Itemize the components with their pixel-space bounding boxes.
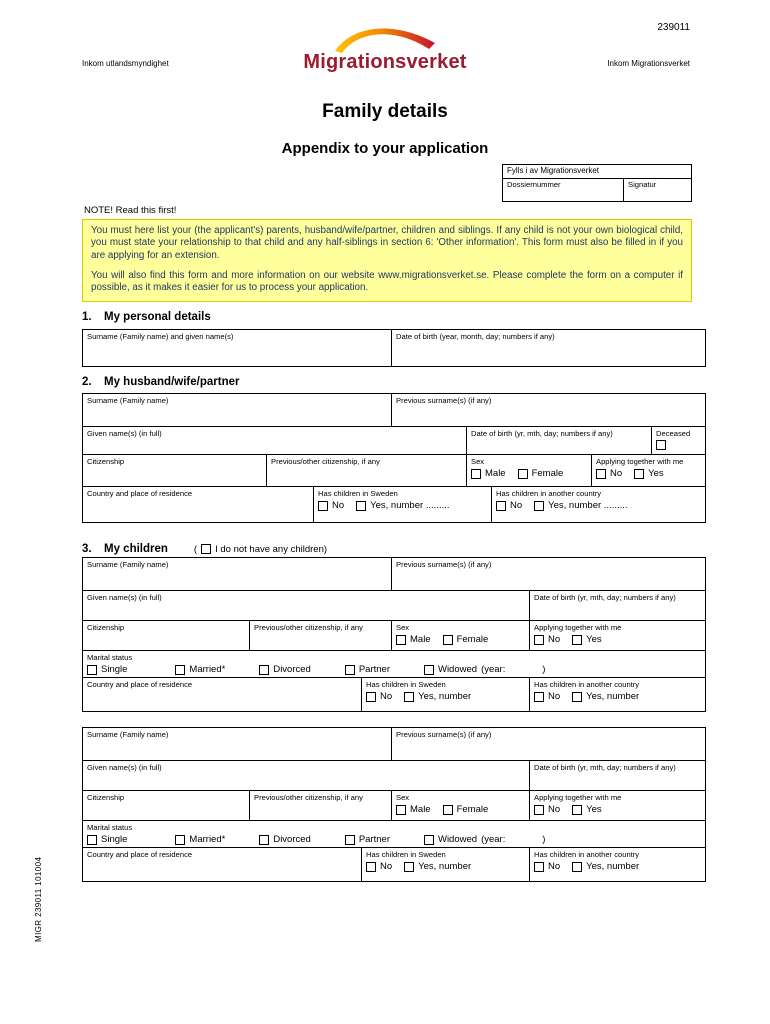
yes-number-label: Yes, number xyxy=(586,691,640,703)
child-sex-field xyxy=(391,621,529,650)
official-use-box xyxy=(502,164,692,202)
partner-prev-citizenship-label: Previous/other citizenship, if any xyxy=(271,457,380,466)
no-label: No xyxy=(610,468,623,480)
widowed-year-label: (year: ) xyxy=(481,664,546,676)
no-children-option xyxy=(194,544,327,555)
female-checkbox[interactable] xyxy=(443,635,453,645)
note-paragraph-1: You must here list your (the applicant's) parents, husband/wife/partner, children and siblings. If any child is not your own biological child, you must state your relationship to that child and any half-siblings in section 6: 'Other information'. This form must also be filled in if you are applying for an extension. xyxy=(91,225,683,261)
child-dob-label: Date of birth (yr, mth, day; numbers if any) xyxy=(534,593,676,602)
stamp-left-label: Inkom utlandsmyndighet xyxy=(82,59,169,68)
partner-surname-field[interactable] xyxy=(83,394,391,426)
note-heading: NOTE! Read this first! xyxy=(84,205,177,216)
children-abroad-no-checkbox[interactable] xyxy=(496,501,506,511)
children-sweden-no-checkbox[interactable] xyxy=(366,692,376,702)
no-label: No xyxy=(548,634,561,646)
no-label: No xyxy=(510,500,523,512)
personal-details-table xyxy=(82,329,706,367)
applying-no-checkbox[interactable] xyxy=(596,469,606,479)
no-label: No xyxy=(548,861,561,873)
divorced-checkbox[interactable] xyxy=(259,665,269,675)
no-children-label: I do not have any children) xyxy=(215,543,328,555)
partner-residence-label: Country and place of residence xyxy=(87,489,193,498)
child-surname-label: Surname (Family name) xyxy=(87,560,169,569)
child-dob-field[interactable] xyxy=(529,591,705,620)
child-residence-field[interactable] xyxy=(83,848,361,881)
form-code-vertical: MIGR 239011 101004 xyxy=(34,856,43,942)
partner-checkbox[interactable] xyxy=(345,665,355,675)
no-label: No xyxy=(332,500,345,512)
logo xyxy=(0,24,770,74)
partner-deceased-label: Deceased xyxy=(656,429,691,438)
yes-label: Yes xyxy=(586,804,602,816)
children-sweden-no-checkbox[interactable] xyxy=(318,501,328,511)
child-children-abroad-field xyxy=(529,678,705,711)
yes-number-label: Yes, number xyxy=(586,861,640,873)
section3-heading xyxy=(82,543,327,555)
paren-open: ( xyxy=(193,543,198,555)
partner-applying-field xyxy=(591,455,705,486)
children-sweden-yes-checkbox[interactable] xyxy=(404,862,414,872)
male-label: Male xyxy=(410,804,431,816)
partner-label: Partner xyxy=(358,834,390,846)
yes-label: Yes xyxy=(586,634,602,646)
partner-table xyxy=(82,393,706,523)
partner-residence-field[interactable] xyxy=(83,487,313,522)
married-label: Married* xyxy=(189,834,226,846)
child-marital-field xyxy=(83,821,705,847)
partner-surname-label: Surname (Family name) xyxy=(87,396,169,405)
child-prev-surname-field[interactable] xyxy=(391,558,705,590)
deceased-checkbox[interactable] xyxy=(656,440,666,450)
female-checkbox[interactable] xyxy=(443,805,453,815)
male-label: Male xyxy=(485,468,506,480)
children-abroad-label: Has children in another country xyxy=(496,489,602,498)
dossier-number-field[interactable] xyxy=(503,179,623,201)
child-prev-surname-label: Previous surname(s) (if any) xyxy=(396,730,492,739)
married-label: Married* xyxy=(189,664,226,676)
child-sex-field xyxy=(391,791,529,820)
child-sex-label: Sex xyxy=(396,793,410,802)
female-label: Female xyxy=(456,804,489,816)
no-label: No xyxy=(380,691,393,703)
children-sweden-no-checkbox[interactable] xyxy=(366,862,376,872)
section1-number: 1. xyxy=(82,311,92,323)
children-abroad-label: Has children in another country xyxy=(534,850,640,859)
children-sweden-label: Has children in Sweden xyxy=(318,489,398,498)
children-abroad-label: Has children in another country xyxy=(534,680,640,689)
divorced-label: Divorced xyxy=(273,834,311,846)
child-children-abroad-field xyxy=(529,848,705,881)
yes-number-label: Yes, number ......... xyxy=(548,500,628,512)
partner-dob-label: Date of birth (yr, mth, day; numbers if any) xyxy=(471,429,613,438)
applicant-dob-label: Date of birth (year, month, day; numbers if any) xyxy=(396,332,555,341)
child-dob-field[interactable] xyxy=(529,761,705,790)
applying-yes-checkbox[interactable] xyxy=(634,469,644,479)
children-abroad-yes-checkbox[interactable] xyxy=(572,862,582,872)
child-children-sweden-field xyxy=(361,848,529,881)
section2-heading xyxy=(82,376,239,388)
logo-wordmark: Migrationsverket xyxy=(303,51,467,73)
child-children-sweden-field xyxy=(361,678,529,711)
partner-dob-field[interactable] xyxy=(466,427,651,454)
child-marital-label: Marital status xyxy=(87,823,133,832)
no-label: No xyxy=(548,691,561,703)
section1-title: My personal details xyxy=(104,311,211,323)
child-applying-field xyxy=(529,791,705,820)
partner-citizenship-label: Citizenship xyxy=(87,457,125,466)
male-label: Male xyxy=(410,634,431,646)
partner-deceased-field xyxy=(651,427,705,454)
note-paragraph-2: You will also find this form and more information on our website www.migrationsverket.se. Please complete the form on a computer if possible, as it makes it easier for us to process your application. xyxy=(91,270,683,294)
widowed-checkbox[interactable] xyxy=(424,835,434,845)
yes-label: Yes xyxy=(648,468,664,480)
applying-no-checkbox[interactable] xyxy=(534,805,544,815)
applicant-dob-field[interactable] xyxy=(391,330,705,366)
section1-heading xyxy=(82,311,211,323)
child-applying-label: Applying together with me xyxy=(534,793,622,802)
logo-arc-icon xyxy=(333,24,437,54)
divorced-label: Divorced xyxy=(273,664,311,676)
child-applying-field xyxy=(529,621,705,650)
child-dob-label: Date of birth (yr, mth, day; numbers if any) xyxy=(534,763,676,772)
children-abroad-no-checkbox[interactable] xyxy=(534,862,544,872)
child-applying-label: Applying together with me xyxy=(534,623,622,632)
female-checkbox[interactable] xyxy=(518,469,528,479)
single-checkbox[interactable] xyxy=(87,835,97,845)
no-label: No xyxy=(380,861,393,873)
dossier-number-label: Dossiernummer xyxy=(507,180,561,189)
child-prev-surname-label: Previous surname(s) (if any) xyxy=(396,560,492,569)
widowed-label: Widowed xyxy=(437,834,478,846)
applying-yes-checkbox[interactable] xyxy=(572,805,582,815)
no-children-checkbox[interactable] xyxy=(201,544,211,554)
partner-prev-surname-label: Previous surname(s) (if any) xyxy=(396,396,492,405)
children-abroad-no-checkbox[interactable] xyxy=(534,692,544,702)
applying-no-checkbox[interactable] xyxy=(534,635,544,645)
female-label: Female xyxy=(456,634,489,646)
child-marital-label: Marital status xyxy=(87,653,133,662)
child-citizenship-field[interactable] xyxy=(83,621,249,650)
partner-label: Partner xyxy=(358,664,390,676)
child-citizenship-label: Citizenship xyxy=(87,623,125,632)
child-citizenship-label: Citizenship xyxy=(87,793,125,802)
child-prev-citizenship-field[interactable] xyxy=(249,621,391,650)
child-marital-field xyxy=(83,651,705,677)
child-block-2 xyxy=(82,727,706,882)
child-surname-label: Surname (Family name) xyxy=(87,730,169,739)
partner-checkbox[interactable] xyxy=(345,835,355,845)
partner-sex-field xyxy=(466,455,591,486)
signature-label: Signatur xyxy=(628,180,657,189)
child-prev-citizenship-label: Previous/other citizenship, if any xyxy=(254,623,363,632)
child-given-names-field[interactable] xyxy=(83,761,529,790)
children-abroad-yes-checkbox[interactable] xyxy=(534,501,544,511)
signature-field[interactable] xyxy=(623,179,691,201)
child-residence-label: Country and place of residence xyxy=(87,680,193,689)
male-checkbox[interactable] xyxy=(396,805,406,815)
partner-sex-label: Sex xyxy=(471,457,485,466)
partner-given-names-field[interactable] xyxy=(83,427,466,454)
partner-prev-surname-field[interactable] xyxy=(391,394,705,426)
male-checkbox[interactable] xyxy=(396,635,406,645)
widowed-checkbox[interactable] xyxy=(424,665,434,675)
section3-number: 3. xyxy=(82,543,92,555)
children-sweden-label: Has children in Sweden xyxy=(366,850,446,859)
page-subtitle: Appendix to your application xyxy=(281,140,489,157)
stamp-right-label: Inkom Migrationsverket xyxy=(607,59,690,68)
widowed-year-label: (year: ) xyxy=(481,834,546,846)
single-checkbox[interactable] xyxy=(87,665,97,675)
yes-number-label: Yes, number ......... xyxy=(370,500,450,512)
male-checkbox[interactable] xyxy=(471,469,481,479)
single-label: Single xyxy=(101,834,128,846)
child-surname-field[interactable] xyxy=(83,558,391,590)
yes-number-label: Yes, number xyxy=(418,861,472,873)
married-checkbox[interactable] xyxy=(175,835,185,845)
applicant-name-label: Surname (Family name) and given name(s) xyxy=(87,332,234,341)
widowed-label: Widowed xyxy=(437,664,478,676)
child-surname-field[interactable] xyxy=(83,728,391,760)
child-sex-label: Sex xyxy=(396,623,410,632)
children-sweden-yes-checkbox[interactable] xyxy=(404,692,414,702)
child-block-1 xyxy=(82,557,706,712)
child-prev-citizenship-label: Previous/other citizenship, if any xyxy=(254,793,363,802)
child-residence-label: Country and place of residence xyxy=(87,850,193,859)
partner-given-names-label: Given name(s) (in full) xyxy=(87,429,162,438)
applying-yes-checkbox[interactable] xyxy=(572,635,582,645)
form-number: 239011 xyxy=(657,22,690,33)
partner-prev-citizenship-field[interactable] xyxy=(266,455,466,486)
partner-children-sweden-field xyxy=(313,487,491,522)
child-given-names-label: Given name(s) (in full) xyxy=(87,763,162,772)
children-sweden-yes-checkbox[interactable] xyxy=(356,501,366,511)
child-prev-surname-field[interactable] xyxy=(391,728,705,760)
official-use-header: Fylls i av Migrationsverket xyxy=(507,166,600,175)
partner-applying-label: Applying together with me xyxy=(596,457,684,466)
single-label: Single xyxy=(101,664,128,676)
no-label: No xyxy=(548,804,561,816)
section3-title: My children xyxy=(104,543,168,555)
yes-number-label: Yes, number xyxy=(418,691,472,703)
divorced-checkbox[interactable] xyxy=(259,835,269,845)
child-given-names-label: Given name(s) (in full) xyxy=(87,593,162,602)
applicant-name-field[interactable] xyxy=(83,330,391,366)
children-abroad-yes-checkbox[interactable] xyxy=(572,692,582,702)
married-checkbox[interactable] xyxy=(175,665,185,675)
child-prev-citizenship-field[interactable] xyxy=(249,791,391,820)
section2-title: My husband/wife/partner xyxy=(104,376,240,388)
female-label: Female xyxy=(531,468,564,480)
note-box xyxy=(82,219,692,302)
partner-children-abroad-field xyxy=(491,487,705,522)
partner-citizenship-field[interactable] xyxy=(83,455,266,486)
page-title: Family details xyxy=(322,101,448,122)
section2-number: 2. xyxy=(82,376,92,388)
child-given-names-field[interactable] xyxy=(83,591,529,620)
child-residence-field[interactable] xyxy=(83,678,361,711)
child-citizenship-field[interactable] xyxy=(83,791,249,820)
children-sweden-label: Has children in Sweden xyxy=(366,680,446,689)
